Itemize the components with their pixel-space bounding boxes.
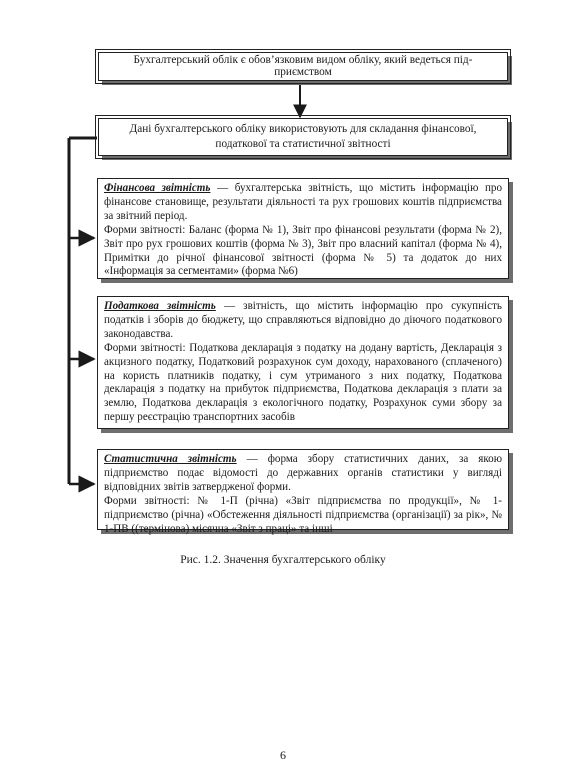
tax-box xyxy=(97,296,509,429)
tax-forms: Форми звітності: Податкова декларація з податку на додану вартість, Декларація з акцизного податку, Податковий розрахунок сум доходу, нарахованого (сплаченого) на користь платників податку, і сум утриманого з них податку, Податкова декларація з податку на прибуток підприємства, Податкова декларація з плати за землю, Податкова декларація з екологічного податку, Розрахунок суми збору за першу реєстрацію транспортних засобів xyxy=(104,341,502,424)
tax-term: Податкова звітність xyxy=(104,300,216,312)
top-box xyxy=(98,52,508,81)
top-box-line1: Бухгалтерський облік є обов’язковим видом обліку, який ведеться під- xyxy=(133,54,473,66)
page-number: 6 xyxy=(280,748,286,762)
statistical-term: Статистична звітність xyxy=(104,453,237,465)
statistical-box xyxy=(97,449,509,535)
statistical-forms: Форми звітності: № 1-П (річна) «Звіт підприємства по продукції», № 1-підприємство (річна) «Обстеження діяльності підприємства (організації) за рік», № 1-ПВ ((термінова) місячна «Звіт з праці» та інші xyxy=(104,494,502,535)
figure-caption: Рис. 1.2. Значення бухгалтерського обліку xyxy=(180,554,386,566)
second-box-line2: податкової та статистичної звітності xyxy=(215,138,391,150)
tax-definition: — звітність, що містить інформацію про сукупність податків і зборів до бюджету, що справляються відповідно до діючого податкового законодавства. xyxy=(104,300,502,340)
second-box xyxy=(98,118,508,156)
second-box-line1: Дані бухгалтерського обліку використовують для складання фінансової, xyxy=(129,123,477,135)
top-box-line2: приємством xyxy=(274,66,332,78)
financial-box xyxy=(97,178,509,279)
financial-forms: Форми звітності: Баланс (форма № 1), Звіт про фінансові результати (форма № 2), Звіт про рух грошових коштів (форма № 3), Звіт про власний капітал (форма № 4), Примітки до річної фінансової звітності (форма № 5) та додаток до них «Інформація за сегментами» (форма №6) xyxy=(104,223,502,278)
statistical-definition: — форма збору статистичних даних, за якою підприємство подає відомості до державних органів статистики у вигляді відповідних звітів затвердженої форми. xyxy=(104,453,502,493)
financial-definition: — бухгалтерська звітність, що містить інформацію про фінансове становище, результати діяльності та рух грошових коштів підприємства за звітний період. xyxy=(104,182,502,222)
financial-term: Фінансова звітність xyxy=(104,182,211,194)
